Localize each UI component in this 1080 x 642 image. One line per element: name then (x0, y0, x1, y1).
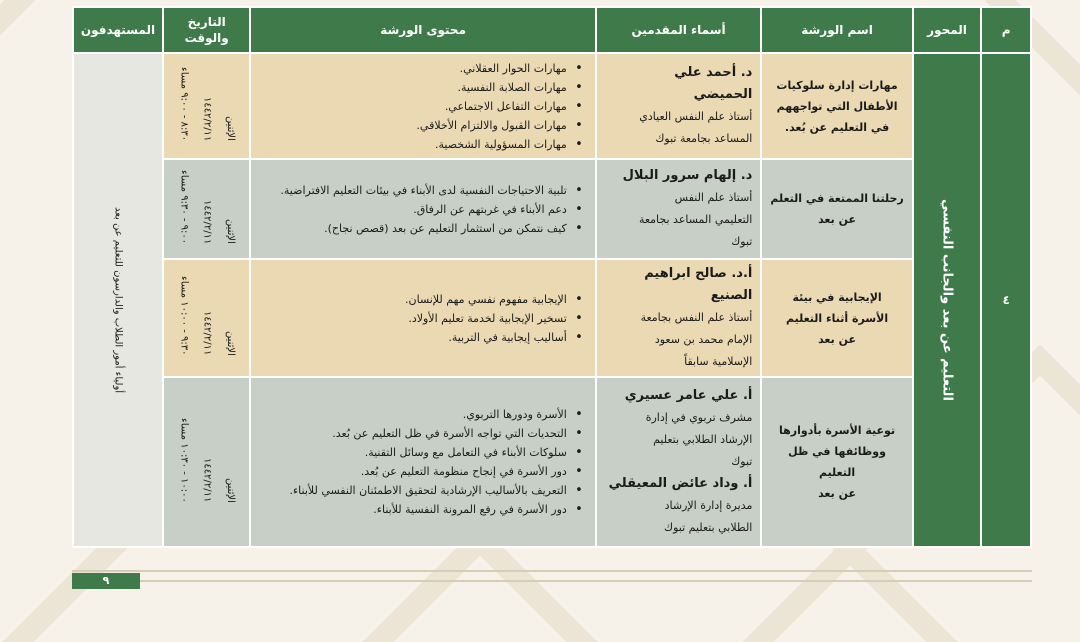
presenter-name: أ.د. صالح ابراهيم (644, 266, 753, 281)
table-row (73, 53, 1031, 159)
topic-item: • مهارات القبول والالتزام الأخلاقي. (257, 116, 582, 135)
topic-item: • تسخير الإيجابية لخدمة تعليم الأولاد. (257, 309, 582, 328)
datetime-cell (163, 53, 251, 159)
topic-item: • تلبية الاحتياجات النفسية لدى الأبناء في بيئات التعليم الافتراضية. (257, 181, 582, 200)
topic-item: • سلوكات الأبناء في التعامل مع وسائل التقنية. (257, 443, 582, 462)
date-label: ١٤٤٢/٢/١١ (201, 458, 213, 503)
time-label: ٩:٠٠ - ٩:٣٠ مساء (178, 169, 190, 245)
time-label: ١٠:٠٠ - ١٠:٣٠ مساء (178, 417, 190, 503)
header-content: محتوى الورشة (250, 7, 595, 53)
presenter-title: المساعد بجامعة تبوك (655, 132, 753, 145)
presenter-name: أ. وداد عائض المعيقلي (608, 476, 753, 491)
date-label: ١٤٤٢/٢/١١ (201, 199, 213, 245)
content-cell (250, 259, 595, 377)
workshop-name-line: ووظائفها في ظل التعليم (788, 445, 886, 479)
workshop-schedule-table (72, 6, 1032, 548)
header-datetime-line1: التاريخ (187, 15, 226, 29)
header-presenters: أسماء المقدمين (596, 7, 762, 53)
table-row (73, 159, 1031, 259)
page-number: ٩ (72, 573, 140, 589)
day-label: الإثنين (224, 477, 236, 503)
time-label: ٨:٣٠ - ٩:٠٠ مساء (178, 66, 190, 142)
workshop-name-cell (761, 377, 912, 547)
header-axis: المحور (913, 7, 982, 53)
topic-item: • مهارات المسؤولية الشخصية. (257, 135, 582, 154)
axis-number: ٤ (1002, 293, 1010, 307)
presenter-title: تبوك (731, 455, 753, 468)
workshop-name-line: توعية الأسرة بأدوارها (779, 424, 896, 437)
presenter-name: أ. علي عامر عسيري (624, 388, 753, 403)
header-num: م (981, 7, 1031, 53)
axis-number-cell (981, 53, 1031, 547)
presenter-title: مديرة إدارة الإرشاد (664, 499, 753, 512)
presenter-name: د. إلهام سرور البلال (622, 168, 753, 183)
header-workshop-name: اسم الورشة (761, 7, 912, 53)
topic-item: • دور الأسرة في رفع المرونة النفسية للأبناء. (257, 500, 582, 519)
topic-item: • التعريف بالأساليب الإرشادية لتحقيق الاطمئنان النفسي للأبناء. (257, 481, 582, 500)
presenter-cell (596, 53, 762, 159)
day-label: الإثنين (224, 219, 236, 245)
datetime-cell (163, 259, 251, 377)
date-label: ١٤٤٢/٢/١١ (201, 311, 213, 356)
presenter-title: التعليمي المساعد بجامعة (638, 213, 753, 226)
workshop-name-line: الأطفال التي تواجههم (776, 99, 898, 113)
topic-item: • أساليب إيجابية في التربية. (257, 328, 582, 347)
presenter-title: أستاذ علم النفس بجامعة (640, 311, 753, 324)
target-audience: أولياء أمور الطلاب والدارسون للتعليم عن بعد (112, 206, 124, 394)
presenter-title: الإمام محمد بن سعود (654, 333, 753, 346)
day-label: الإثنين (224, 116, 236, 142)
presenter-title: تبوك (731, 235, 753, 248)
table-row (73, 259, 1031, 377)
presenter-title: الطلابي بتعليم تبوك (664, 521, 753, 534)
workshop-name-line: الأسرة أثناء التعليم (785, 311, 889, 325)
date-label: ١٤٤٢/٢/١١ (201, 96, 213, 142)
workshop-name-line: عن بعد (818, 213, 857, 226)
presenter-title: أستاذ علم النفس (674, 191, 753, 204)
content-cell (250, 159, 595, 259)
day-label: الإثنين (224, 330, 236, 356)
table-row (73, 377, 1031, 547)
topic-item: • دور الأسرة في إنجاح منظومة التعليم عن بُعد. (257, 462, 582, 481)
presenter-title: مشرف تربوي في إدارة (645, 411, 753, 424)
content-cell (250, 53, 595, 159)
axis-title-cell (913, 53, 982, 547)
workshop-name-line: مهارات إدارة سلوكيات (776, 78, 898, 92)
workshop-name-line: الإيجابية في بيئة (792, 290, 882, 304)
header-datetime (163, 7, 251, 53)
presenter-cell (596, 259, 762, 377)
presenter-name: د. أحمد علي (674, 65, 753, 80)
workshop-name-line: عن بعد (818, 487, 857, 500)
axis-title: التعليم عن بعد والجانب النفسي (939, 199, 955, 401)
presenter-title: الإرشاد الطلابي بتعليم (653, 433, 753, 446)
presenter-name: الصنيع (710, 288, 753, 303)
topic-item: • الأسرة ودورها التربوي. (257, 405, 582, 424)
workshop-name-line: في التعليم عن بُعد. (784, 120, 890, 134)
workshop-name-cell (761, 159, 912, 259)
workshop-name-line: عن بعد (818, 332, 857, 346)
topic-item: • كيف نتمكن من استثمار التعليم عن بعد (قصص نجاح). (257, 219, 582, 238)
time-label: ٩:٣٠ - ١٠:٠٠ مساء (178, 276, 190, 356)
presenter-title: الإسلامية سابقاً (684, 355, 753, 368)
workshop-name-cell (761, 53, 912, 159)
datetime-cell (163, 377, 251, 547)
header-datetime-line2: والوقت (184, 31, 229, 45)
target-cell (73, 53, 163, 547)
header-row (73, 7, 1031, 53)
datetime-cell (163, 159, 251, 259)
topic-item: • دعم الأبناء في غربتهم عن الرفاق. (257, 200, 582, 219)
header-target: المستهدفون (73, 7, 163, 53)
presenter-name: الحميضي (693, 87, 753, 102)
topic-item: • مهارات الحوار العقلاني. (257, 59, 582, 78)
presenter-cell (596, 159, 762, 259)
footer-divider (72, 570, 1032, 572)
presenter-title: أستاذ علم النفس العيادي (639, 110, 753, 123)
topic-item: • التحديات التي تواجه الأسرة في ظل التعليم عن بُعد. (257, 424, 582, 443)
topic-item: • مهارات التفاعل الاجتماعي. (257, 97, 582, 116)
topic-item: • الإيجابية مفهوم نفسي مهم للإنسان. (257, 290, 582, 309)
presenter-cell (596, 377, 762, 547)
footer-rule (140, 580, 1032, 582)
topic-item: • مهارات الصلابة النفسية. (257, 78, 582, 97)
workshop-name-cell (761, 259, 912, 377)
content-cell (250, 377, 595, 547)
workshop-name-line: رحلتنا الممتعة في التعلم (770, 192, 904, 205)
